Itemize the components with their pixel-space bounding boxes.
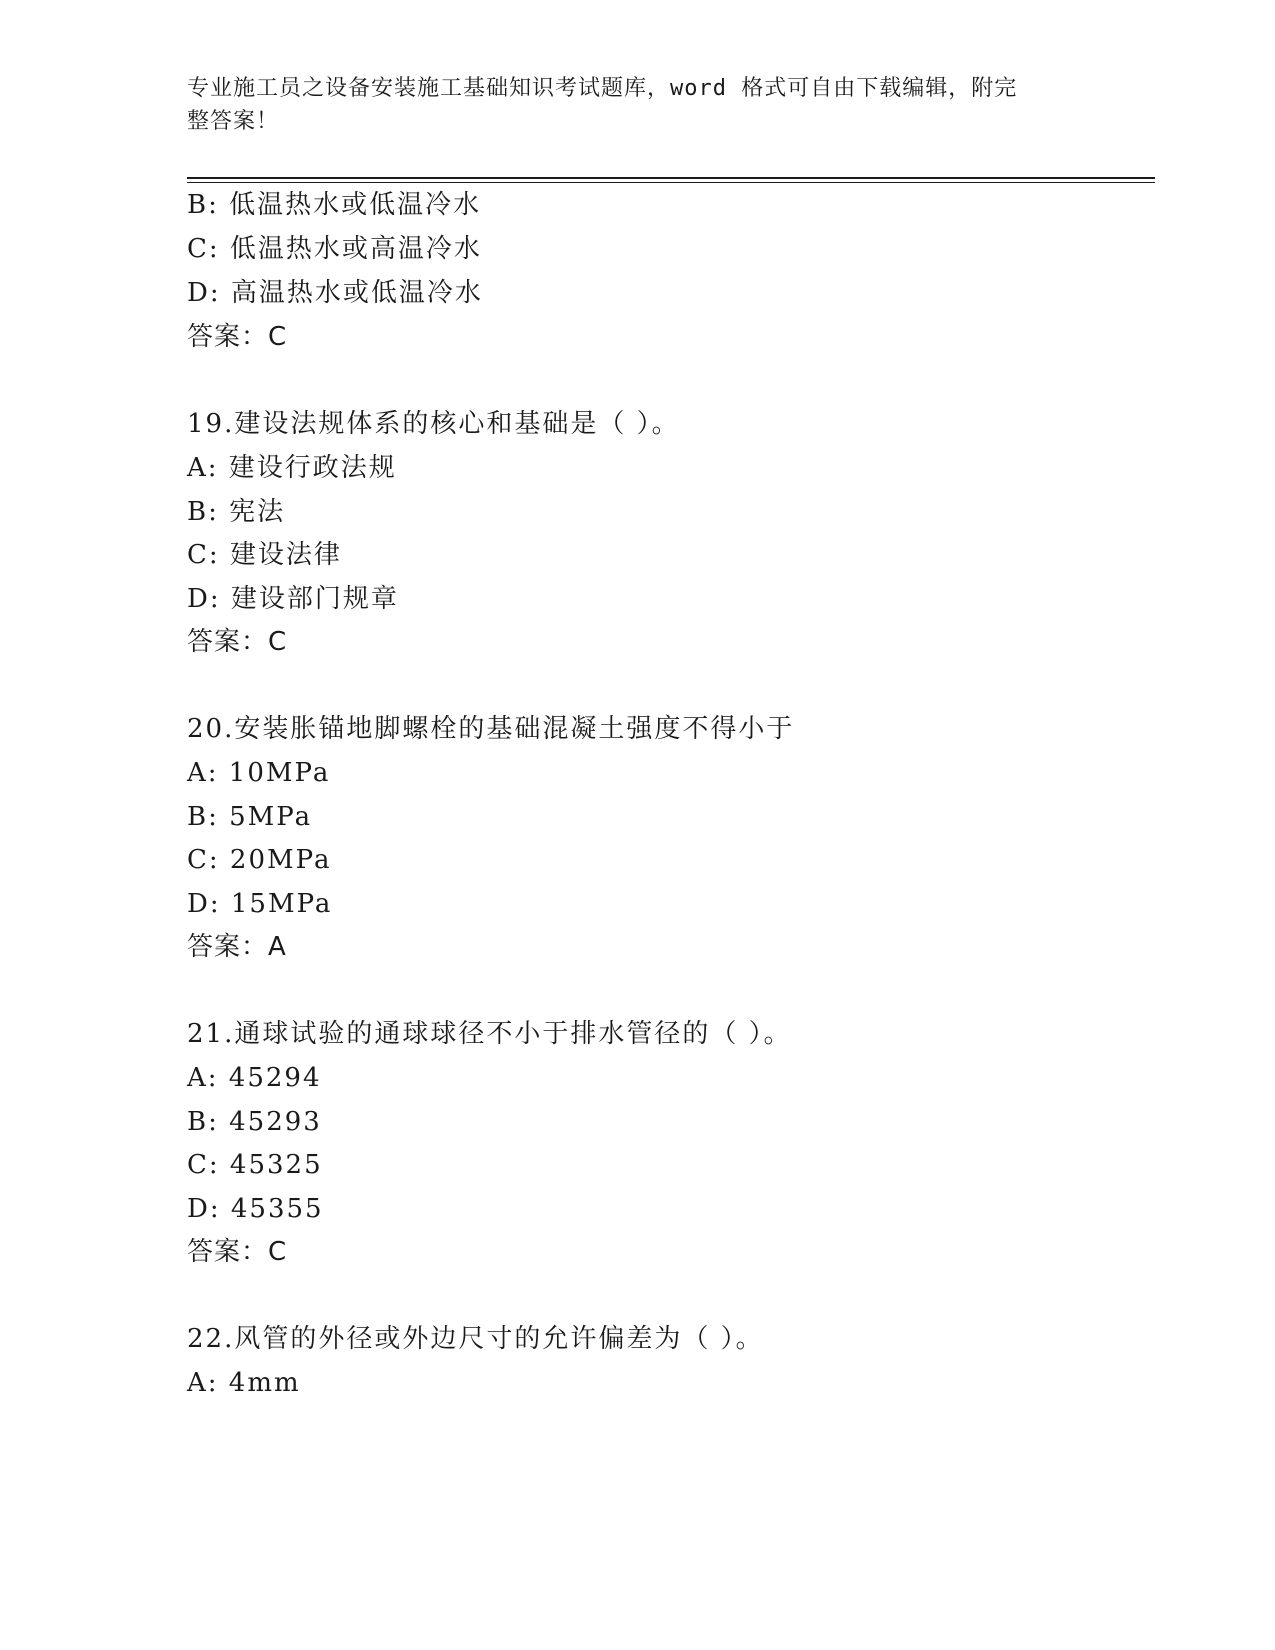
- q19-option-b: B: 宪法: [187, 497, 286, 527]
- q20-option-d: D: 15MPa: [187, 889, 333, 919]
- q20-question: 20.安装胀锚地脚螺栓的基础混凝土强度不得小于: [187, 714, 795, 744]
- q19-option-c: C: 建设法律: [187, 540, 342, 570]
- q19-option-a: A: 建设行政法规: [187, 453, 397, 483]
- q21-question: 21.通球试验的通球球径不小于排水管径的（ ）。: [187, 1019, 792, 1049]
- document-header: [187, 72, 1087, 138]
- header-divider-thick: [187, 177, 1155, 179]
- prev-answer: 答案：C: [187, 322, 288, 352]
- q21-answer: 答案：C: [187, 1237, 288, 1267]
- q19-question: 19.建设法规体系的核心和基础是（ ）。: [187, 409, 680, 439]
- q20-option-c: C: 20MPa: [187, 845, 332, 875]
- q22-option-a: A: 4mm: [187, 1368, 301, 1398]
- prev-option-b: B: 低温热水或低温冷水: [187, 190, 482, 220]
- header-divider-thin: [187, 182, 1155, 183]
- q22-question: 22.风管的外径或外边尺寸的允许偏差为（ ）。: [187, 1324, 764, 1354]
- q20-option-b: B: 5MPa: [187, 802, 313, 832]
- q19-option-d: D: 建设部门规章: [187, 584, 399, 614]
- q21-option-b: B: 45293: [187, 1107, 322, 1137]
- q20-option-a: A: 10MPa: [187, 758, 331, 788]
- header-line-2: 整答案！: [187, 109, 280, 134]
- prev-option-d: D: 高温热水或低温冷水: [187, 278, 483, 308]
- prev-option-c: C: 低温热水或高温冷水: [187, 234, 482, 264]
- header-line-1: 专业施工员之设备安装施工基础知识考试题库，word 格式可自由下载编辑，附完: [187, 76, 1018, 101]
- q21-option-d: D: 45355: [187, 1194, 324, 1224]
- q20-answer: 答案：A: [187, 932, 287, 962]
- q21-option-c: C: 45325: [187, 1150, 323, 1180]
- q21-option-a: A: 45294: [187, 1063, 322, 1093]
- q19-answer: 答案：C: [187, 627, 288, 657]
